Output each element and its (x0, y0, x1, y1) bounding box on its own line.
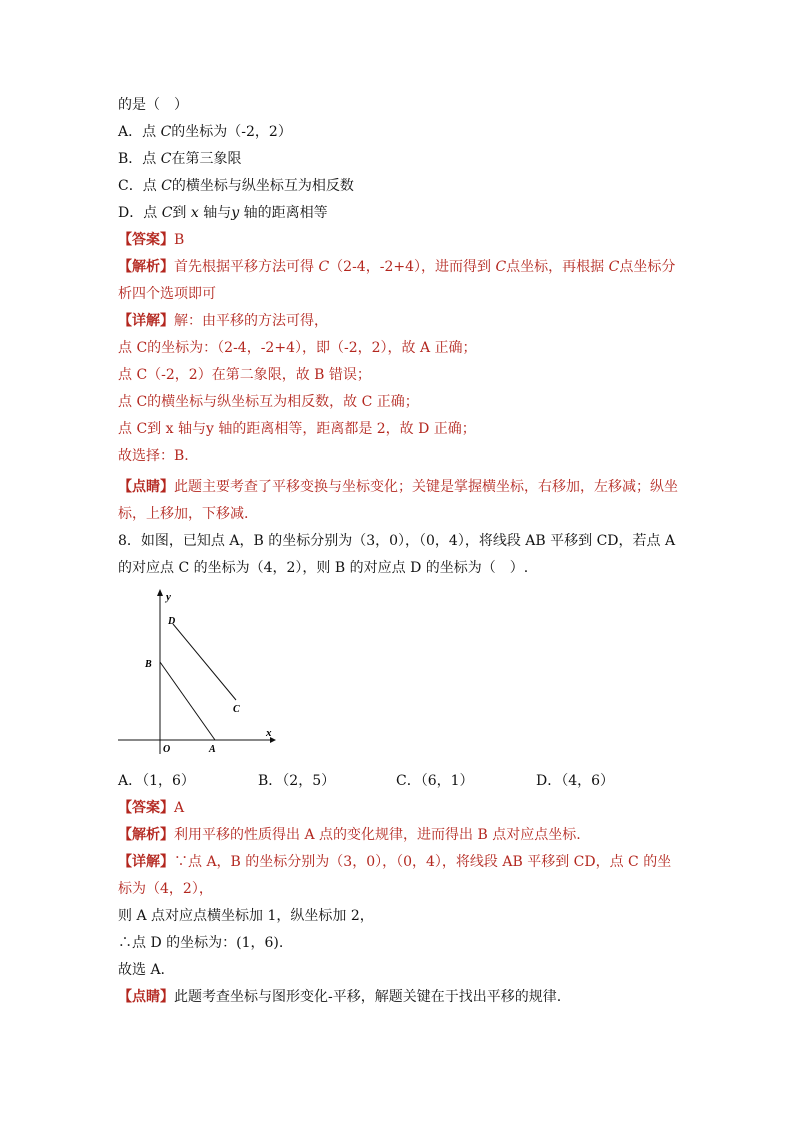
y-axis-arrow (157, 589, 163, 596)
q8-stem-line-2: 的对应点 C 的坐标为（4，2），则 B 的对应点 D 的坐标为（ ）. (118, 560, 529, 576)
q7-detail-line-1: 点 C的坐标为：（2-4，-2+4），即（-2，2），故 A 正确； (118, 340, 477, 356)
q8-detail-line-4: ∴点 D 的坐标为：(1，6). (118, 935, 284, 951)
q8-option-c: C．（6，1） (396, 773, 474, 789)
y-label: y (166, 591, 171, 603)
q8-analysis: 【解析】利用平移的性质得出 A 点的变化规律，进而得出 B 点对应点坐标. (118, 827, 581, 843)
q7-analysis: 【解析】首先根据平移方法可得 C（2-4，-2+4），进而得到 C点坐标，再根据 C点坐标分 (118, 259, 676, 275)
segment-cd (173, 624, 236, 700)
point-b-label: B (145, 659, 152, 670)
answer-value: A (174, 800, 185, 816)
q7-stem-tail: 的是（ ） (118, 97, 188, 113)
q8-detail: 【详解】∵点 A，B 的坐标分别为（3，0），（0，4），将线段 AB 平移到 CD，点 C 的坐 (118, 854, 672, 870)
point-d-label: D (168, 616, 176, 627)
q8-option-d: D．（4，6） (536, 773, 615, 789)
answer-tag: 【答案】 (118, 800, 174, 816)
analysis-tag: 【解析】 (118, 259, 174, 275)
coordinate-figure (118, 586, 278, 756)
q7-option-a: A．点 C的坐标为（-2，2） (118, 124, 292, 140)
q8-comment: 【点睛】此题考查坐标与图形变化-平移，解题关键在于找出平移的规律. (118, 989, 562, 1005)
analysis-tag: 【解析】 (118, 827, 174, 843)
q7-detail: 【详解】解：由平移的方法可得， (118, 313, 328, 329)
detail-tag: 【详解】 (118, 313, 174, 329)
q7-analysis-cont: 析四个选项即可 (118, 286, 216, 302)
q7-option-d: D．点 C到 x 轴与y 轴的距离相等 (118, 205, 328, 221)
segment-ab (160, 662, 215, 740)
comment-tag: 【点睛】 (118, 989, 174, 1005)
q7-option-b: B．点 C在第三象限 (118, 151, 242, 167)
q7-detail-line-3: 点 C的横坐标与纵坐标互为相反数，故 C 正确； (118, 394, 419, 410)
q7-option-c: C．点 C的横坐标与纵坐标互为相反数 (118, 178, 354, 194)
comment-tag: 【点睛】 (118, 479, 174, 495)
point-a-label: A (209, 744, 216, 755)
q8-detail-line-3: 则 A 点对应点横坐标加 1，纵坐标加 2， (118, 908, 374, 924)
x-label: x (266, 727, 272, 739)
q7-answer (118, 231, 184, 249)
point-c-label: C (233, 704, 240, 715)
q8-option-a: A．（1，6） (118, 773, 195, 789)
answer-value: B (174, 232, 185, 248)
q8-detail-line-2: 标为（4，2）， (118, 881, 213, 897)
origin-label: O (163, 744, 171, 755)
q7-detail-line-2: 点 C（-2，2）在第二象限，故 B 错误； (118, 367, 371, 383)
detail-tag: 【详解】 (118, 854, 174, 870)
q7-conclusion: 故选择：B. (118, 448, 189, 464)
q7-comment-cont: 标，上移加，下移减. (118, 506, 249, 522)
q8-stem-line-1: 8．如图，已知点 A，B 的坐标分别为（3，0），（0，4），将线段 AB 平移到 CD，若点 A (118, 533, 676, 549)
q8-answer (118, 799, 184, 817)
q8-conclusion: 故选 A. (118, 962, 166, 978)
q7-detail-line-4: 点 C到 x 轴与y 轴的距离相等，距离都是 2，故 D 正确； (118, 421, 476, 437)
q7-comment: 【点睛】此题主要考查了平移变换与坐标变化；关键是掌握横坐标，右移加，左移减；纵坐 (118, 479, 678, 495)
q8-option-b: B．（2，5） (258, 773, 336, 789)
answer-tag: 【答案】 (118, 232, 174, 248)
